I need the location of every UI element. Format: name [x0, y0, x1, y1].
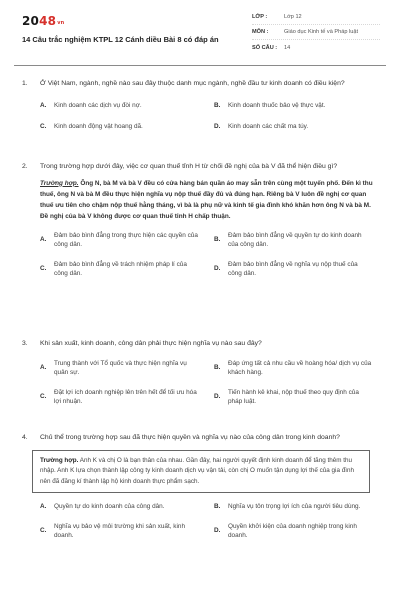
question-2 — [22, 162, 380, 279]
case-label: Trường hợp. — [40, 179, 79, 187]
question-text: Ở Việt Nam, ngành, nghề nào sau đây thuộc danh mục ngành, nghề đầu tư kinh doanh có điều kiện? — [40, 80, 345, 87]
option-letter: D. — [214, 527, 221, 535]
option-b[interactable] — [214, 359, 380, 378]
option-text: Đáp ứng tất cả nhu cầu về hoàng hóa/ dịch vụ của khách hàng. — [228, 359, 372, 376]
option-letter: B. — [214, 236, 221, 244]
option-c[interactable] — [40, 260, 206, 279]
meta-label: MÔN : — [252, 29, 269, 35]
option-text: Quyền khởi kiện của doanh nghiệp trong kinh doanh. — [228, 522, 357, 539]
meta-row-count — [252, 40, 380, 55]
case-label: Trường hợp. — [40, 456, 79, 464]
option-text: Đảm bảo bình đẳng về quyền tự do kinh doanh của công dân. — [228, 231, 362, 248]
answer-options — [40, 359, 380, 407]
question-stem — [22, 433, 380, 444]
meta-label: LỚP : — [252, 14, 268, 20]
option-letter: D. — [214, 123, 221, 130]
header-divider — [14, 65, 386, 66]
option-d[interactable] — [214, 260, 380, 279]
option-text: Kinh doanh các dịch vụ đòi nợ. — [54, 101, 142, 109]
option-b[interactable] — [214, 502, 380, 512]
option-a[interactable] — [40, 231, 206, 250]
option-letter: D. — [214, 265, 221, 273]
option-c[interactable] — [40, 388, 206, 407]
option-text: Đảm bảo bình đẳng trong thực hiện các quyền của công dân. — [54, 231, 198, 248]
option-d[interactable] — [214, 388, 380, 407]
option-text: Nghĩa vụ tôn trọng lợi ích của người tiêu dùng. — [228, 503, 361, 510]
question-4 — [22, 433, 380, 541]
option-text: Đảm bảo bình đẳng về nghĩa vụ nộp thuế của công dân. — [228, 260, 358, 277]
question-number: 2. — [22, 163, 28, 170]
question-stem — [22, 162, 380, 173]
question-3 — [22, 339, 380, 407]
option-letter: C. — [40, 265, 47, 273]
option-letter: B. — [214, 101, 221, 109]
option-text: Nghĩa vụ bảo vệ môi trường khi sản xuất, kinh doanh. — [54, 522, 186, 539]
question-stem — [22, 339, 380, 350]
option-letter: A. — [40, 101, 47, 109]
option-letter: A. — [40, 236, 47, 244]
page-header — [0, 0, 400, 62]
option-text: Đặt lợi ích doanh nghiệp lên trên hết để tối ưu hóa lợi nhuận. — [54, 388, 197, 405]
option-c[interactable] — [40, 122, 206, 132]
option-text: Tiến hành kê khai, nộp thuế theo quy định của pháp luật. — [228, 388, 359, 405]
option-letter: C. — [40, 527, 47, 535]
option-letter: C. — [40, 123, 47, 130]
option-a[interactable] — [40, 101, 206, 111]
option-b[interactable] — [214, 101, 380, 111]
option-text: Kinh doanh thuốc bảo vệ thực vật. — [228, 101, 326, 109]
option-text: Quyền tự do kinh doanh của công dân. — [54, 503, 165, 510]
meta-value: Giáo dục Kinh tế và Pháp luật — [284, 29, 359, 35]
question-number: 1. — [22, 80, 28, 87]
meta-label: SỐ CÂU : — [252, 44, 278, 51]
question-text: Trong trường hợp dưới đây, việc cơ quan thuế tỉnh H từ chối đề nghị của bà V đã thể hiện điều gì? — [40, 163, 338, 170]
option-d[interactable] — [214, 522, 380, 541]
option-letter: D. — [214, 393, 221, 401]
option-letter: C. — [40, 393, 47, 401]
option-c[interactable] — [40, 522, 206, 541]
answer-options — [40, 502, 380, 541]
option-letter: B. — [214, 503, 221, 510]
option-letter: B. — [214, 364, 221, 372]
case-text: Ông N, bà M và bà V đều có cửa hàng bán quần áo may sẵn trên cùng một tuyến phố. Đến kì thu thuế, ông N và bà M đều thực hiện nghĩa vụ nộp thuế đầy đủ và đúng hạn. Riêng bà V luôn đề nghị cơ quan thuế ưu tiên cho chậm nộp thuế hằng tháng, vì bà là phụ nữ và kinh tế gia đình khó khăn hơn ông N và bà M. Đề nghị của bà V không được cơ quan thuế tỉnh H chấp thuận. — [40, 179, 373, 220]
page-title: 14 Câu trắc nghiệm KTPL 12 Cánh diều Bài 8 có đáp án — [22, 35, 219, 44]
question-text: Khi sản xuất, kinh doanh, công dân phải thực hiện nghĩa vụ nào sau đây? — [40, 340, 262, 347]
option-text: Đảm bảo bình đẳng về trách nhiệm pháp lí của công dân. — [54, 260, 187, 277]
option-letter: A. — [40, 364, 47, 372]
option-text: Kinh doanh động vật hoang dã. — [54, 123, 143, 130]
option-a[interactable] — [40, 359, 206, 378]
meta-row-class — [252, 10, 380, 25]
meta-row-subject — [252, 25, 380, 40]
question-1 — [22, 79, 380, 132]
option-a[interactable] — [40, 502, 206, 512]
meta-table — [252, 10, 380, 55]
question-number: 4. — [22, 434, 28, 441]
option-text: Trung thành với Tổ quốc và thực hiện nghĩa vụ quân sự. — [54, 359, 187, 376]
option-letter: A. — [40, 503, 47, 510]
logo-text: 2048 — [22, 14, 57, 28]
site-logo[interactable] — [22, 14, 64, 28]
logo-domain: vn — [57, 20, 65, 26]
answer-options — [40, 101, 380, 132]
case-study-box — [32, 450, 370, 494]
case-study — [40, 178, 380, 222]
meta-value: Lớp 12 — [284, 14, 302, 20]
case-text: Anh K và chị O là bạn thân của nhau. Gần đây, hai người quyết định kinh doanh để tăng thêm thu nhập. Anh K lựa chọn thành lập công ty kinh doanh dịch vụ vận tải, còn chị O muốn tận dụng lợi thế của gia đình nên đã đăng kí thành lập hộ kinh doanh thực phẩm sạch. — [40, 456, 354, 485]
option-d[interactable] — [214, 122, 380, 132]
answer-options — [40, 231, 380, 279]
question-text: Chủ thể trong trường hợp sau đã thực hiện quyền và nghĩa vụ nào của công dân trong kinh doanh? — [40, 434, 340, 441]
option-text: Kinh doanh các chất ma túy. — [228, 123, 309, 130]
option-b[interactable] — [214, 231, 380, 250]
meta-value: 14 — [284, 44, 291, 51]
question-stem — [22, 79, 380, 90]
question-number: 3. — [22, 340, 28, 347]
